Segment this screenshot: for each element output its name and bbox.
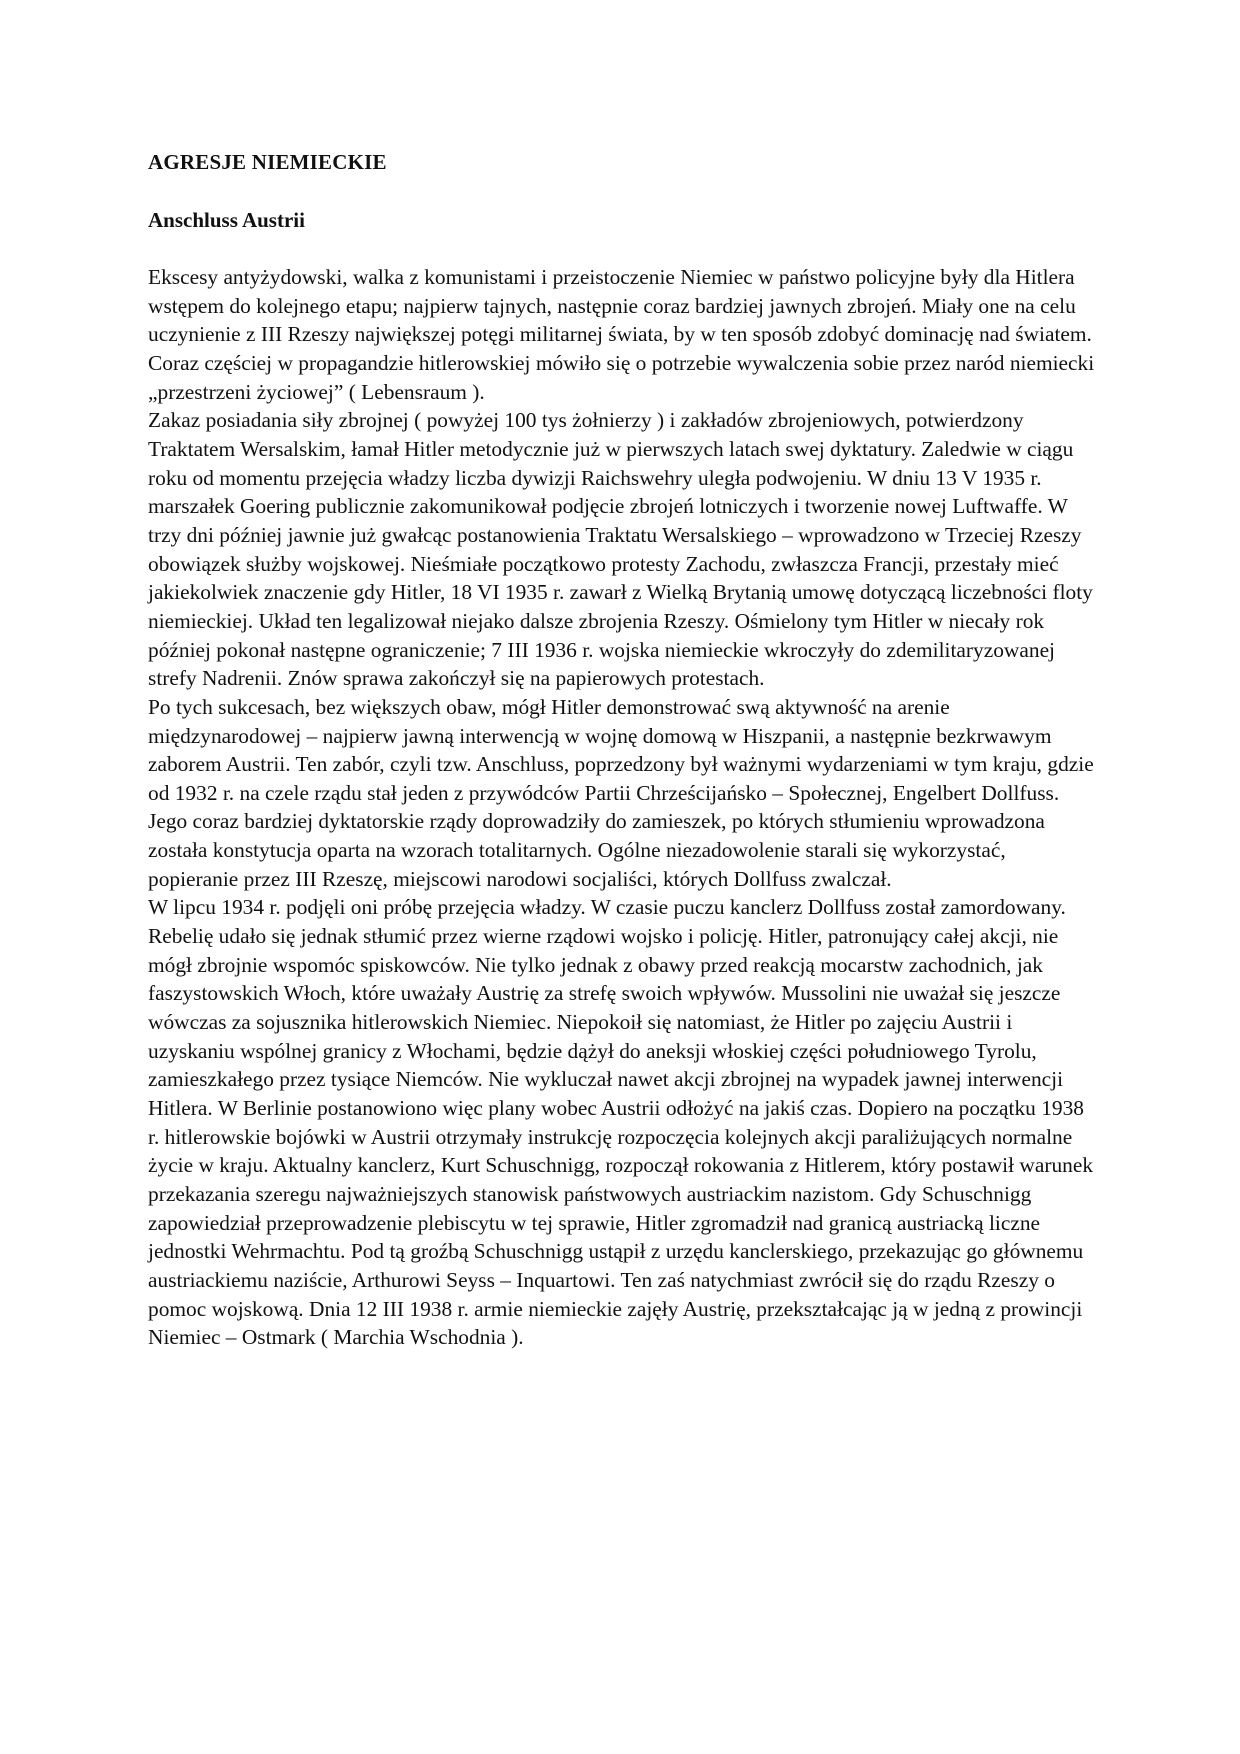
paragraph: Po tych sukcesach, bez większych obaw, mógł Hitler demonstrować swą aktywność na arenie międzynarodowej – najpierw jawną interwencją w wojnę domową w Hiszpanii, a następnie bezkrwawym zaborem Austrii. Ten zabór, czyli tzw. Anschluss, poprzedzony był ważnymi wydarzeniami w tym kraju, gdzie od 1932 r. na czele rządu stał jeden z przywódców Partii Chrześcijańsko – Społecznej, Engelbert Dollfuss. Jego coraz bardziej dyktatorskie rządy doprowadziły do zamieszek, po których stłumieniu wprowadzona została konstytucja oparta na wzorach totalitarnych. Ogólne niezadowolenie starali się wykorzystać, popieranie przez III Rzeszę, miejscowi narodowi socjaliści, których Dollfuss zwalczał. bbox=[148, 694, 1094, 891]
document-title: AGRESJE NIEMIECKIE bbox=[148, 150, 387, 174]
paragraph: Zakaz posiadania siły zbrojnej ( powyżej 100 tys żołnierzy ) i zakładów zbrojeniowych, potwierdzony Traktatem Wersalskim, łamał Hitler metodycznie już w pierwszych latach swej dyktatury. Zaledwie w ciągu roku od momentu przejęcia władzy liczba dywizji Raichswehry uległa podwojeniu. W dniu 13 V 1935 r. marszałek Goering publicznie zakomunikował podjęcie zbrojeń lotniczych i tworzenie nowej Luftwaffe. W trzy dni później jawnie już gwałcąc postanowienia Traktatu Wersalskiego – wprowadzono w Trzeciej Rzeszy obowiązek służby wojskowej. Nieśmiałe początkowo protesty Zachodu, zwłaszcza Francji, przestały mieć jakiekolwiek znaczenie gdy Hitler, 18 VI 1935 r. zawarł z Wielką Brytanią umowę dotyczącą liczebności floty niemieckiej. Układ ten legalizował niejako dalsze zbrojenia Rzeszy. Ośmielony tym Hitler w niecały rok później pokonał następne ograniczenie; 7 III 1936 r. wojska niemieckie wkroczyły do zdemilitaryzowanej strefy Nadrenii. Znów sprawa zakończył się na papierowych protestach. bbox=[148, 408, 1093, 691]
document-body bbox=[148, 263, 1096, 1352]
paragraph: W lipcu 1934 r. podjęli oni próbę przejęcia władzy. W czasie puczu kanclerz Dollfuss został zamordowany. Rebelię udało się jednak stłumić przez wierne rządowi wojsko i policję. Hitler, patronujący całej akcji, nie mógł zbrojnie wspomóc spiskowców. Nie tylko jednak z obawy przed reakcją mocarstw zachodnich, jak faszystowskich Włoch, które uważały Austrię za strefę swoich wpływów. Mussolini nie uważał się jeszcze wówczas za sojusznika hitlerowskich Niemiec. Niepokoił się natomiast, że Hitler po zajęciu Austrii i uzyskaniu wspólnej granicy z Włochami, będzie dążył do aneksji włoskiej części południowego Tyrolu, zamieszkałego przez tysiące Niemców. Nie wykluczał nawet akcji zbrojnej na wypadek jawnej interwencji Hitlera. W Berlinie postanowiono więc plany wobec Austrii odłożyć na jakiś czas. Dopiero na początku 1938 r. hitlerowskie bojówki w Austrii otrzymały instrukcję rozpoczęcia kolejnych akcji paraliżujących normalne życie w kraju. Aktualny kanclerz, Kurt Schuschnigg, rozpoczął rokowania z Hitlerem, który postawił warunek przekazania szeregu najważniejszych stanowisk państwowych austriackim nazistom. Gdy Schuschnigg zapowiedział przeprowadzenie plebiscytu w tej sprawie, Hitler zgromadził nad granicą austriacką liczne jednostki Wehrmachtu. Pod tą groźbą Schuschnigg ustąpił z urzędu kanclerskiego, przekazując go głównemu austriackiemu naziście, Arthurowi Seyss – Inquartowi. Ten zaś natychmiast zwrócił się do rządu Rzeszy o pomoc wojskową. Dnia 12 III 1938 r. armie niemieckie zajęły Austrię, przekształcając ją w jedną z prowincji Niemiec – Ostmark ( Marchia Wschodnia ). bbox=[148, 895, 1094, 1350]
section-heading: Anschluss Austrii bbox=[148, 208, 305, 232]
paragraph: Ekscesy antyżydowski, walka z komunistami i przeistoczenie Niemiec w państwo policyjne były dla Hitlera wstępem do kolejnego etapu; najpierw tajnych, następnie coraz bardziej jawnych zbrojeń. Miały one na celu uczynienie z III Rzeszy największej potęgi militarnej świata, by w ten sposób zdobyć dominację nad światem. Coraz częściej w propagandzie hitlerowskiej mówiło się o potrzebie wywalczenia sobie przez naród niemiecki „przestrzeni życiowej” ( Lebensraum ). bbox=[148, 265, 1095, 404]
document-page bbox=[148, 0, 1096, 1754]
